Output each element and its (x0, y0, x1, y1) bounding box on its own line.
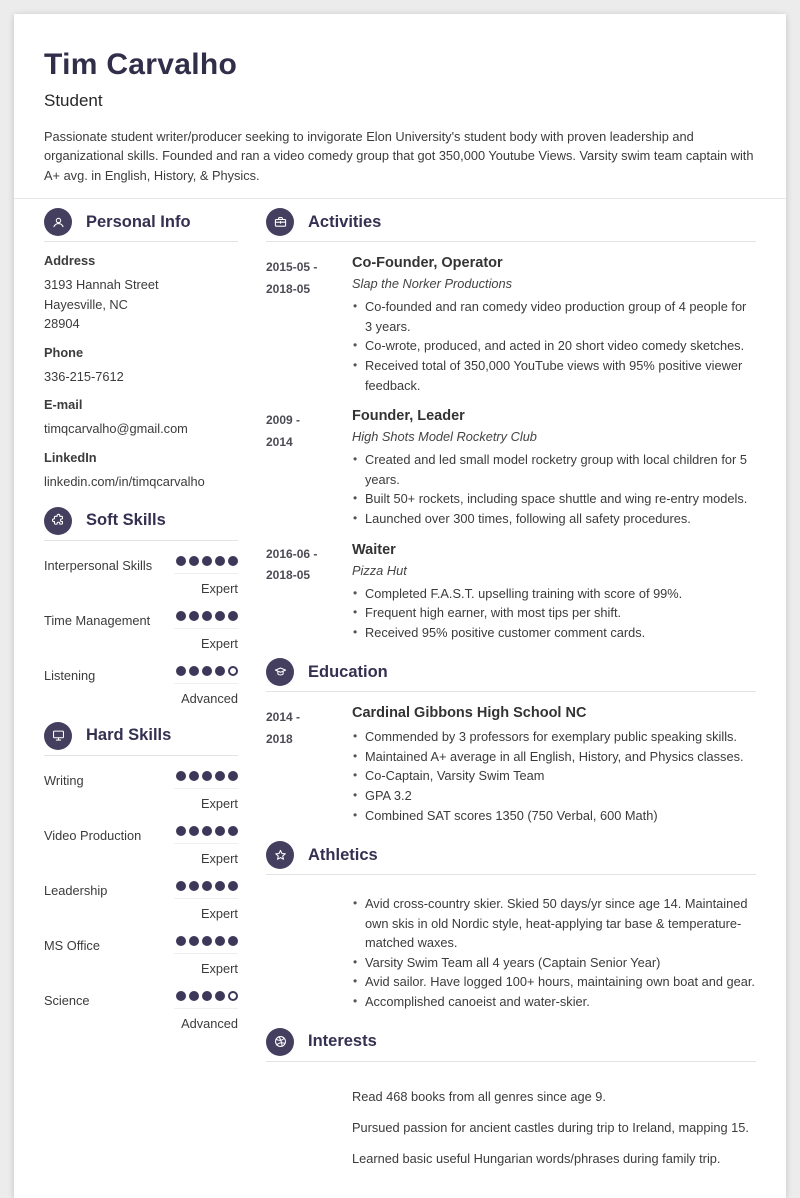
hard-skills-body (44, 771, 238, 1031)
skill-name: Listening (44, 667, 96, 683)
filled-dot (215, 611, 225, 621)
skill-item (44, 936, 238, 976)
skill-item (44, 881, 238, 921)
date-from: 2016-06 - (266, 546, 318, 561)
skill-rating (174, 991, 238, 1031)
user-icon (44, 208, 72, 236)
filled-dot (228, 611, 238, 621)
personal-info-body (44, 253, 238, 491)
filled-dot (215, 881, 225, 891)
interest-paragraph: Learned basic useful Hungarian words/phrases during family trip. (352, 1150, 721, 1166)
filled-dot (215, 991, 225, 1001)
entry-dates (266, 542, 352, 643)
briefcase-icon (266, 208, 294, 236)
filled-dot (189, 826, 199, 836)
bullet-item: • Co-wrote, produced, and acted in 20 short video comedy sketches. (352, 336, 756, 356)
field-label: Address (44, 253, 96, 269)
filled-dot (176, 556, 186, 566)
left-column (44, 199, 238, 1168)
bullet-item: • Maintained A+ average in all English, History, and Physics classes. (352, 747, 756, 767)
monitor-icon (44, 722, 72, 750)
education-body (266, 705, 756, 825)
bullet-item: • Frequent high earner, with most tips per shift. (352, 603, 756, 623)
field-label: Phone (44, 344, 84, 360)
section-activities (266, 208, 756, 642)
bullet-item: • Completed F.A.S.T. upselling training with score of 99%. (352, 584, 756, 604)
section-title: Hard Skills (86, 726, 172, 745)
filled-dot (215, 556, 225, 566)
skill-level-label: Advanced (181, 1015, 238, 1031)
skill-name: Writing (44, 772, 84, 788)
entry-dates (266, 888, 352, 1011)
filled-dot (228, 936, 238, 946)
soft-skills-header (44, 507, 238, 541)
skill-item (44, 611, 238, 651)
date-from: 2015-05 - (266, 260, 318, 275)
bullet-item: • Co-Captain, Varsity Swim Team (352, 766, 756, 786)
puzzle-icon (44, 507, 72, 535)
field-value: Hayesville, NC (44, 296, 128, 312)
resume-page (14, 14, 786, 1198)
filled-dot (176, 881, 186, 891)
entry-title: Founder, Leader (352, 408, 465, 425)
skill-level-label: Expert (201, 795, 238, 811)
resume-entry (266, 255, 756, 395)
skill-item (44, 556, 238, 596)
filled-dot (228, 881, 238, 891)
activities-body (266, 255, 756, 642)
entry-dates (266, 705, 352, 825)
skill-dots (174, 881, 238, 899)
personal-info-field (44, 450, 238, 491)
entry-dates (266, 255, 352, 395)
athletics-body (266, 888, 756, 1011)
personal-info-field (44, 397, 238, 438)
athletics-header (266, 841, 756, 875)
entry-bullet-list (352, 584, 756, 643)
section-personal-info (44, 208, 238, 491)
skill-dots (174, 826, 238, 844)
section-interests (266, 1028, 756, 1169)
date-to: 2018-05 (266, 281, 311, 296)
skill-rating (174, 771, 238, 811)
entry-bullet-list (352, 297, 756, 395)
empty-dot (228, 991, 238, 1001)
dribbble-icon (266, 1028, 294, 1056)
field-value: linkedin.com/in/timqcarvalho (44, 473, 205, 489)
section-education (266, 658, 756, 825)
filled-dot (202, 991, 212, 1001)
filled-dot (202, 556, 212, 566)
skill-rating (174, 881, 238, 921)
bullet-item: • Co-founded and ran comedy video production group of 4 people for 3 years. (352, 297, 756, 336)
bullet-item: • Avid sailor. Have logged 100+ hours, maintaining own boat and gear. (352, 972, 756, 992)
section-hard-skills (44, 722, 238, 1031)
hard-skills-header (44, 722, 238, 756)
date-to: 2014 (266, 434, 293, 449)
skill-rating (174, 826, 238, 866)
bullet-item: • GPA 3.2 (352, 786, 756, 806)
entry-subtitle: Slap the Norker Productions (352, 276, 513, 292)
field-value: 28904 (44, 316, 80, 332)
filled-dot (189, 881, 199, 891)
section-athletics (266, 841, 756, 1011)
field-value: timqcarvalho@gmail.com (44, 421, 188, 437)
resume-entry (266, 888, 756, 1011)
entry-bullet-list (352, 727, 756, 825)
filled-dot (202, 611, 212, 621)
date-to: 2018 (266, 731, 293, 746)
filled-dot (215, 936, 225, 946)
section-title: Soft Skills (86, 511, 166, 530)
bullet-item: • Received 95% positive customer comment cards. (352, 623, 756, 643)
skill-dots (174, 556, 238, 574)
filled-dot (176, 936, 186, 946)
entry-body (352, 888, 756, 1011)
entry-body (352, 705, 756, 825)
section-title: Interests (308, 1032, 377, 1051)
skill-level-label: Advanced (181, 690, 238, 706)
person-name: Tim Carvalho (44, 48, 238, 81)
bullet-item: • Received total of 350,000 YouTube views with 95% positive viewer feedback. (352, 356, 756, 395)
skill-dots (174, 991, 238, 1009)
personal-info-field (44, 253, 238, 333)
entry-bullet-list (352, 450, 756, 528)
filled-dot (202, 826, 212, 836)
soft-skills-body (44, 556, 238, 706)
field-label: LinkedIn (44, 449, 97, 465)
entry-title: Cardinal Gibbons High School NC (352, 705, 587, 722)
summary-text: Passionate student writer/producer seeking to invigorate Elon University's student body with proven leadership and organizational skills. Founded and ran a video comedy group that got 350,000 Youtube Views. Varsity swim team captain with A+ avg. in English, History, & Physics. (44, 129, 754, 183)
skill-level-label: Expert (201, 580, 238, 596)
activities-header (266, 208, 756, 242)
skill-name: Leadership (44, 882, 108, 898)
filled-dot (202, 771, 212, 781)
bullet-item: • Created and led small model rocketry group with local children for 5 years. (352, 450, 756, 489)
field-label: E-mail (44, 397, 83, 413)
field-value: 336-215-7612 (44, 368, 124, 384)
skill-name: Science (44, 992, 90, 1008)
skill-dots (174, 666, 238, 684)
filled-dot (228, 556, 238, 566)
skill-dots (174, 611, 238, 629)
bullet-item: • Built 50+ rockets, including space shuttle and wing re-entry models. (352, 489, 756, 509)
skill-name: Time Management (44, 612, 151, 628)
skill-level-label: Expert (201, 635, 238, 651)
entry-dates (266, 408, 352, 528)
filled-dot (176, 991, 186, 1001)
resume-entry (266, 705, 756, 825)
filled-dot (215, 771, 225, 781)
filled-dot (215, 666, 225, 676)
interests-body (266, 1075, 756, 1169)
job-title: Student (44, 91, 103, 110)
skill-item (44, 771, 238, 811)
empty-dot (228, 666, 238, 676)
filled-dot (189, 556, 199, 566)
field-value: 3193 Hannah Street (44, 277, 159, 293)
personal-info-header (44, 208, 238, 242)
bullet-item: • Accomplished canoeist and water-skier. (352, 992, 756, 1012)
skill-rating (174, 556, 238, 596)
section-title: Education (308, 662, 388, 681)
section-title: Personal Info (86, 212, 191, 231)
skill-rating (174, 611, 238, 651)
graduation-cap-icon (266, 658, 294, 686)
resume-header (14, 48, 786, 185)
filled-dot (189, 936, 199, 946)
skill-item (44, 991, 238, 1031)
bullet-item: • Varsity Swim Team all 4 years (Captain Senior Year) (352, 953, 756, 973)
entry-body (352, 255, 756, 395)
date-from: 2014 - (266, 710, 301, 725)
filled-dot (202, 666, 212, 676)
interests-header (266, 1028, 756, 1062)
bullet-item: • Avid cross-country skier. Skied 50 days/yr since age 14. Maintained own skis in old Nordic style, heat-applying tar base & temperature-matched waxes. (352, 894, 756, 953)
bullet-item: • Combined SAT scores 1350 (750 Verbal, 600 Math) (352, 806, 756, 826)
bullet-item: • Commended by 3 professors for exemplary public speaking skills. (352, 727, 756, 747)
date-from: 2009 - (266, 413, 301, 428)
entry-dates (266, 1075, 352, 1169)
entry-body (352, 1075, 756, 1169)
filled-dot (176, 666, 186, 676)
skill-dots (174, 771, 238, 789)
skill-rating (174, 666, 238, 706)
entry-bullet-list (352, 894, 756, 1011)
interest-paragraph: Read 468 books from all genres since age 9. (352, 1088, 606, 1104)
entry-subtitle: High Shots Model Rocketry Club (352, 429, 537, 445)
section-title: Activities (308, 212, 382, 231)
filled-dot (176, 771, 186, 781)
resume-columns (14, 199, 786, 1168)
skill-name: Video Production (44, 827, 142, 843)
skill-name: MS Office (44, 937, 100, 953)
skill-item (44, 826, 238, 866)
filled-dot (189, 666, 199, 676)
filled-dot (189, 611, 199, 621)
personal-info-field (44, 345, 238, 386)
filled-dot (189, 771, 199, 781)
education-header (266, 658, 756, 692)
resume-entry (266, 408, 756, 528)
star-icon (266, 841, 294, 869)
interests-entry (266, 1075, 756, 1169)
filled-dot (228, 826, 238, 836)
filled-dot (202, 881, 212, 891)
entry-title: Co-Founder, Operator (352, 255, 503, 272)
entry-body (352, 542, 756, 643)
resume-entry (266, 542, 756, 643)
skill-level-label: Expert (201, 905, 238, 921)
filled-dot (176, 611, 186, 621)
entry-title: Waiter (352, 541, 396, 558)
entry-body (352, 408, 756, 528)
skill-name: Interpersonal Skills (44, 557, 153, 573)
filled-dot (215, 826, 225, 836)
filled-dot (189, 991, 199, 1001)
filled-dot (202, 936, 212, 946)
bullet-item: • Launched over 300 times, following all safety procedures. (352, 509, 756, 529)
date-to: 2018-05 (266, 568, 311, 583)
skill-dots (174, 936, 238, 954)
section-soft-skills (44, 507, 238, 706)
entry-subtitle: Pizza Hut (352, 562, 407, 578)
skill-level-label: Expert (201, 850, 238, 866)
skill-rating (174, 936, 238, 976)
skill-level-label: Expert (201, 960, 238, 976)
right-column (266, 199, 756, 1168)
skill-item (44, 666, 238, 706)
filled-dot (228, 771, 238, 781)
filled-dot (176, 826, 186, 836)
section-title: Athletics (308, 845, 378, 864)
interest-paragraph: Pursued passion for ancient castles during trip to Ireland, mapping 15. (352, 1119, 749, 1135)
